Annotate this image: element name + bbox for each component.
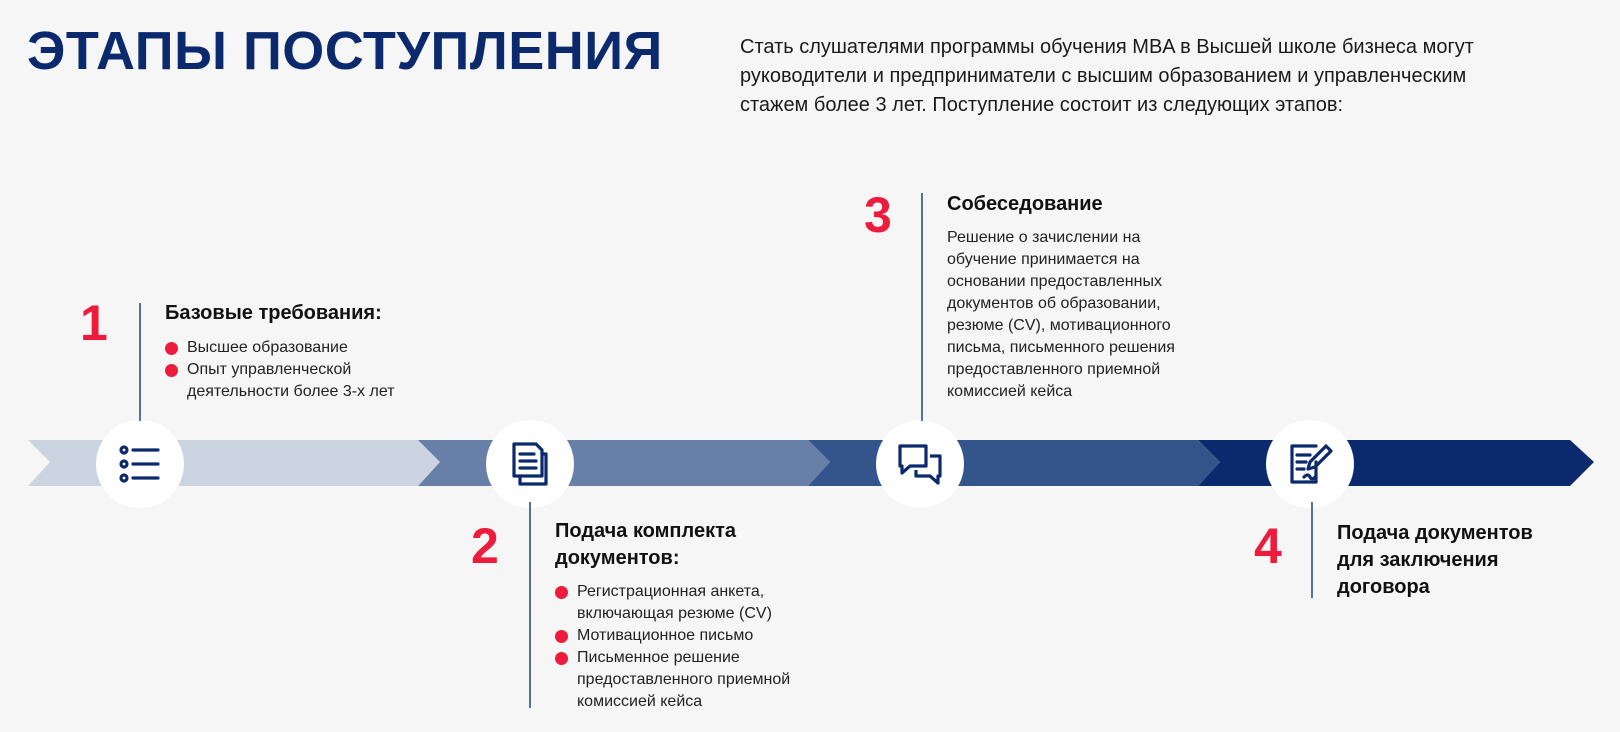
list-item: Регистрационная анкета, включающая резюме (CV) (555, 581, 800, 625)
step-2-list (555, 581, 800, 713)
list-item: Высшее образование (165, 337, 425, 359)
page-title: ЭТАПЫ ПОСТУПЛЕНИЯ (27, 21, 663, 81)
step-4-number: 4 (1254, 518, 1282, 574)
step-3-icon-circle (876, 420, 964, 508)
list-item: Опыт управленческой деятельности более 3-х лет (165, 359, 425, 403)
step-4-connector (1311, 502, 1313, 598)
list-item: Мотивационное письмо (555, 625, 800, 647)
step-1-heading: Базовые требования: (165, 302, 382, 324)
step-3-description: Решение о зачислении на обучение принимается на основании предоставленных документов об образовании, резюме (CV), мотивационного письма, письменного решения предоставленного приемной комиссией кейса (947, 229, 1175, 400)
list-item: Письменное решение предоставленного приемной комиссией кейса (555, 647, 800, 713)
step-4-icon-circle (1266, 420, 1354, 508)
arrow-segment-3 (808, 440, 1220, 486)
step-2-heading: Подача комплекта документов: (555, 520, 737, 569)
step-3-heading: Собеседование (947, 193, 1103, 215)
arrow-segment-2 (418, 440, 830, 486)
chat-icon (896, 440, 944, 488)
documents-icon (506, 440, 554, 488)
step-2-connector (529, 502, 531, 708)
arrow-segment-1 (28, 440, 440, 486)
step-1-icon-circle (96, 420, 184, 508)
step-2-icon-circle (486, 420, 574, 508)
list-icon (116, 440, 164, 488)
step-3-number: 3 (864, 187, 892, 243)
arrow-segment-4 (1198, 440, 1594, 486)
step-1-number: 1 (80, 295, 108, 351)
contract-edit-icon (1286, 440, 1334, 488)
step-4-heading: Подача документов для заключения договора (1337, 522, 1533, 598)
step-3-connector (921, 193, 923, 421)
step-1-connector (139, 303, 141, 421)
step-1-list (165, 337, 425, 403)
step-2-number: 2 (471, 518, 499, 574)
intro-text: Стать слушателями программы обучения MBA в Высшей школе бизнеса могут руководители и предприниматели с высшим образованием и управленческим стажем более 3 лет. Поступление состоит из следующих этапов: (740, 36, 1474, 116)
